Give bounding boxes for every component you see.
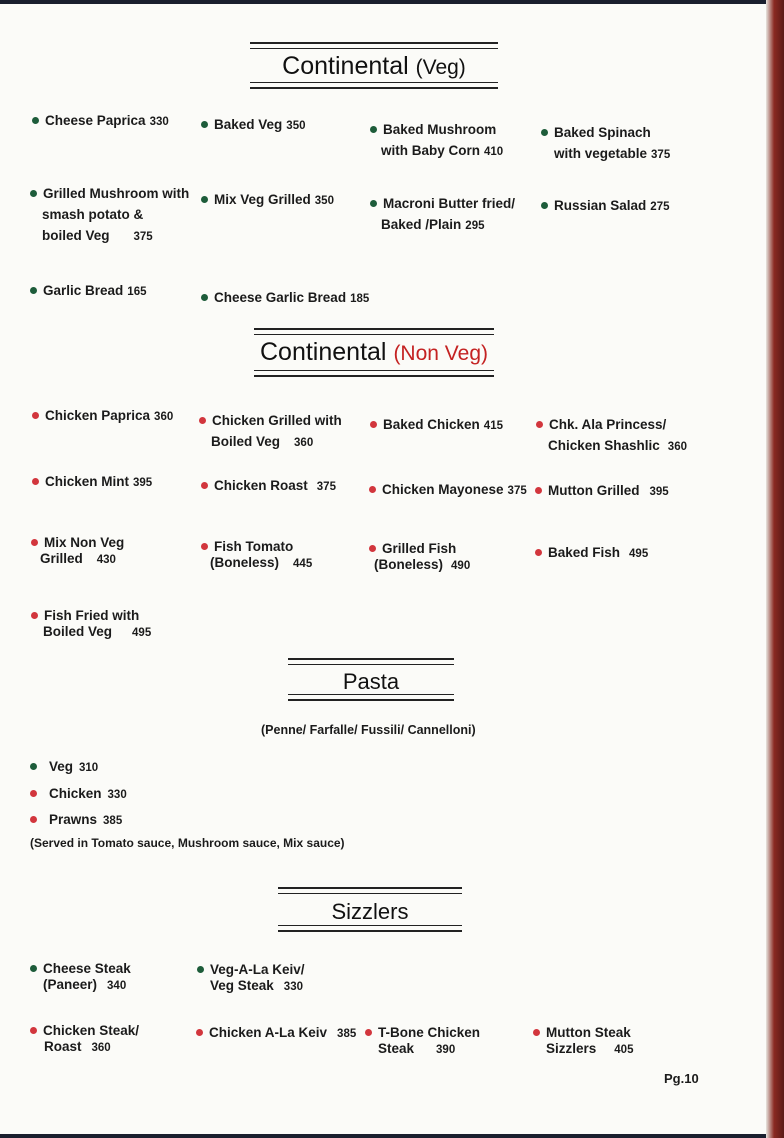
nonveg-dot-icon xyxy=(370,421,377,428)
section-subtitle: (Veg) xyxy=(415,56,466,79)
section-title: Continental xyxy=(282,52,409,80)
pasta-types: (Penne/ Farfalle/ Fussili/ Cannelloni) xyxy=(261,723,476,737)
menu-item: Mix Non Veg Grilled 430 xyxy=(31,535,124,568)
heading-pasta xyxy=(288,656,454,704)
menu-item: Cheese Garlic Bread 185 xyxy=(201,287,369,310)
veg-dot-icon xyxy=(201,121,208,128)
veg-dot-icon xyxy=(201,294,208,301)
menu-item: Prawns 385 xyxy=(30,809,122,832)
heading-rule xyxy=(278,887,462,889)
menu-item: Grilled Mushroom with smash potato & boiled Veg 375 xyxy=(30,183,189,248)
menu-item: Veg 310 xyxy=(30,756,98,779)
menu-item: Grilled Fish (Boneless) 490 xyxy=(369,541,470,574)
menu-item: Baked Chicken 415 xyxy=(370,414,503,437)
nonveg-dot-icon xyxy=(32,478,39,485)
heading-rule xyxy=(288,658,454,660)
section-title: Pasta xyxy=(342,669,400,694)
heading-rule xyxy=(250,87,498,89)
veg-dot-icon xyxy=(541,202,548,209)
menu-item: Chicken A-La Keiv 385 xyxy=(196,1025,356,1042)
nonveg-dot-icon xyxy=(32,412,39,419)
nonveg-dot-icon xyxy=(30,790,37,797)
menu-item: Veg-A-La Keiv/ Veg Steak 330 xyxy=(197,962,305,995)
heading-rule xyxy=(250,82,498,83)
veg-dot-icon xyxy=(370,126,377,133)
menu-item: Baked Fish 495 xyxy=(535,542,648,565)
nonveg-dot-icon xyxy=(369,545,376,552)
menu-item: Chicken Mint 395 xyxy=(32,471,152,494)
veg-dot-icon xyxy=(30,190,37,197)
pasta-sauce-note: (Served in Tomato sauce, Mushroom sauce, Mix sauce) xyxy=(30,836,345,850)
section-title: Continental xyxy=(260,338,387,366)
heading-rule xyxy=(278,925,462,926)
menu-item: Chicken Grilled with Boiled Veg 360 xyxy=(199,410,342,454)
heading-rule xyxy=(250,48,498,49)
menu-item: Chicken Steak/ Roast 360 xyxy=(30,1023,139,1056)
nonveg-dot-icon xyxy=(30,816,37,823)
menu-item: Fish Tomato (Boneless) 445 xyxy=(201,539,312,572)
menu-item: Cheese Paprica 330 xyxy=(32,110,169,133)
menu-item: Chicken Mayonese 375 xyxy=(369,479,527,502)
menu-item: Baked Veg 350 xyxy=(201,114,305,137)
nonveg-dot-icon xyxy=(31,612,38,619)
menu-item: T-Bone Chicken Steak 390 xyxy=(365,1025,480,1058)
nonveg-dot-icon xyxy=(31,539,38,546)
nonveg-dot-icon xyxy=(535,549,542,556)
nonveg-dot-icon xyxy=(535,487,542,494)
veg-dot-icon xyxy=(30,763,37,770)
nonveg-dot-icon xyxy=(536,421,543,428)
heading-rule xyxy=(254,334,494,335)
nonveg-dot-icon xyxy=(30,1027,37,1034)
menu-item: Mix Veg Grilled 350 xyxy=(201,189,334,212)
menu-item: Chicken 330 xyxy=(30,783,127,806)
nonveg-dot-icon xyxy=(196,1029,203,1036)
menu-item: Baked Spinach with vegetable 375 xyxy=(541,122,670,166)
veg-dot-icon xyxy=(30,965,37,972)
heading-rule xyxy=(288,664,454,665)
veg-dot-icon xyxy=(197,966,204,973)
heading-continental-nonveg xyxy=(254,326,494,380)
section-title: Sizzlers xyxy=(331,899,409,924)
nonveg-dot-icon xyxy=(199,417,206,424)
heading-rule xyxy=(254,370,494,371)
menu-item: Cheese Steak (Paneer) 340 xyxy=(30,961,131,994)
veg-dot-icon xyxy=(541,129,548,136)
menu-item: Macroni Butter fried/ Baked /Plain 295 xyxy=(370,193,515,237)
menu-item: Mutton Steak Sizzlers 405 xyxy=(533,1025,633,1058)
heading-rule xyxy=(254,375,494,377)
heading-rule xyxy=(288,694,454,695)
nonveg-dot-icon xyxy=(201,543,208,550)
page-number: Pg.10 xyxy=(664,1071,699,1086)
heading-rule xyxy=(278,930,462,932)
veg-dot-icon xyxy=(201,196,208,203)
veg-dot-icon xyxy=(370,200,377,207)
section-subtitle: (Non Veg) xyxy=(393,342,488,365)
menu-item: Chk. Ala Princess/ Chicken Shashlic 360 xyxy=(536,414,687,458)
nonveg-dot-icon xyxy=(533,1029,540,1036)
heading-continental-veg xyxy=(250,40,498,92)
menu-item: Baked Mushroom with Baby Corn 410 xyxy=(370,119,503,163)
nonveg-dot-icon xyxy=(369,486,376,493)
nonveg-dot-icon xyxy=(201,482,208,489)
menu-item: Chicken Roast 375 xyxy=(201,475,336,498)
page-edge xyxy=(766,0,784,1138)
menu-item: Fish Fried with Boiled Veg 495 xyxy=(31,608,151,641)
menu-item: Chicken Paprica 360 xyxy=(32,405,173,428)
menu-page xyxy=(0,4,766,1134)
heading-rule xyxy=(250,42,498,44)
menu-item: Mutton Grilled 395 xyxy=(535,480,669,503)
heading-rule xyxy=(278,893,462,894)
veg-dot-icon xyxy=(30,287,37,294)
menu-item: Garlic Bread 165 xyxy=(30,280,146,303)
heading-rule xyxy=(288,699,454,701)
veg-dot-icon xyxy=(32,117,39,124)
heading-rule xyxy=(254,328,494,330)
heading-sizzlers xyxy=(278,885,462,935)
nonveg-dot-icon xyxy=(365,1029,372,1036)
menu-item: Russian Salad 275 xyxy=(541,195,669,218)
